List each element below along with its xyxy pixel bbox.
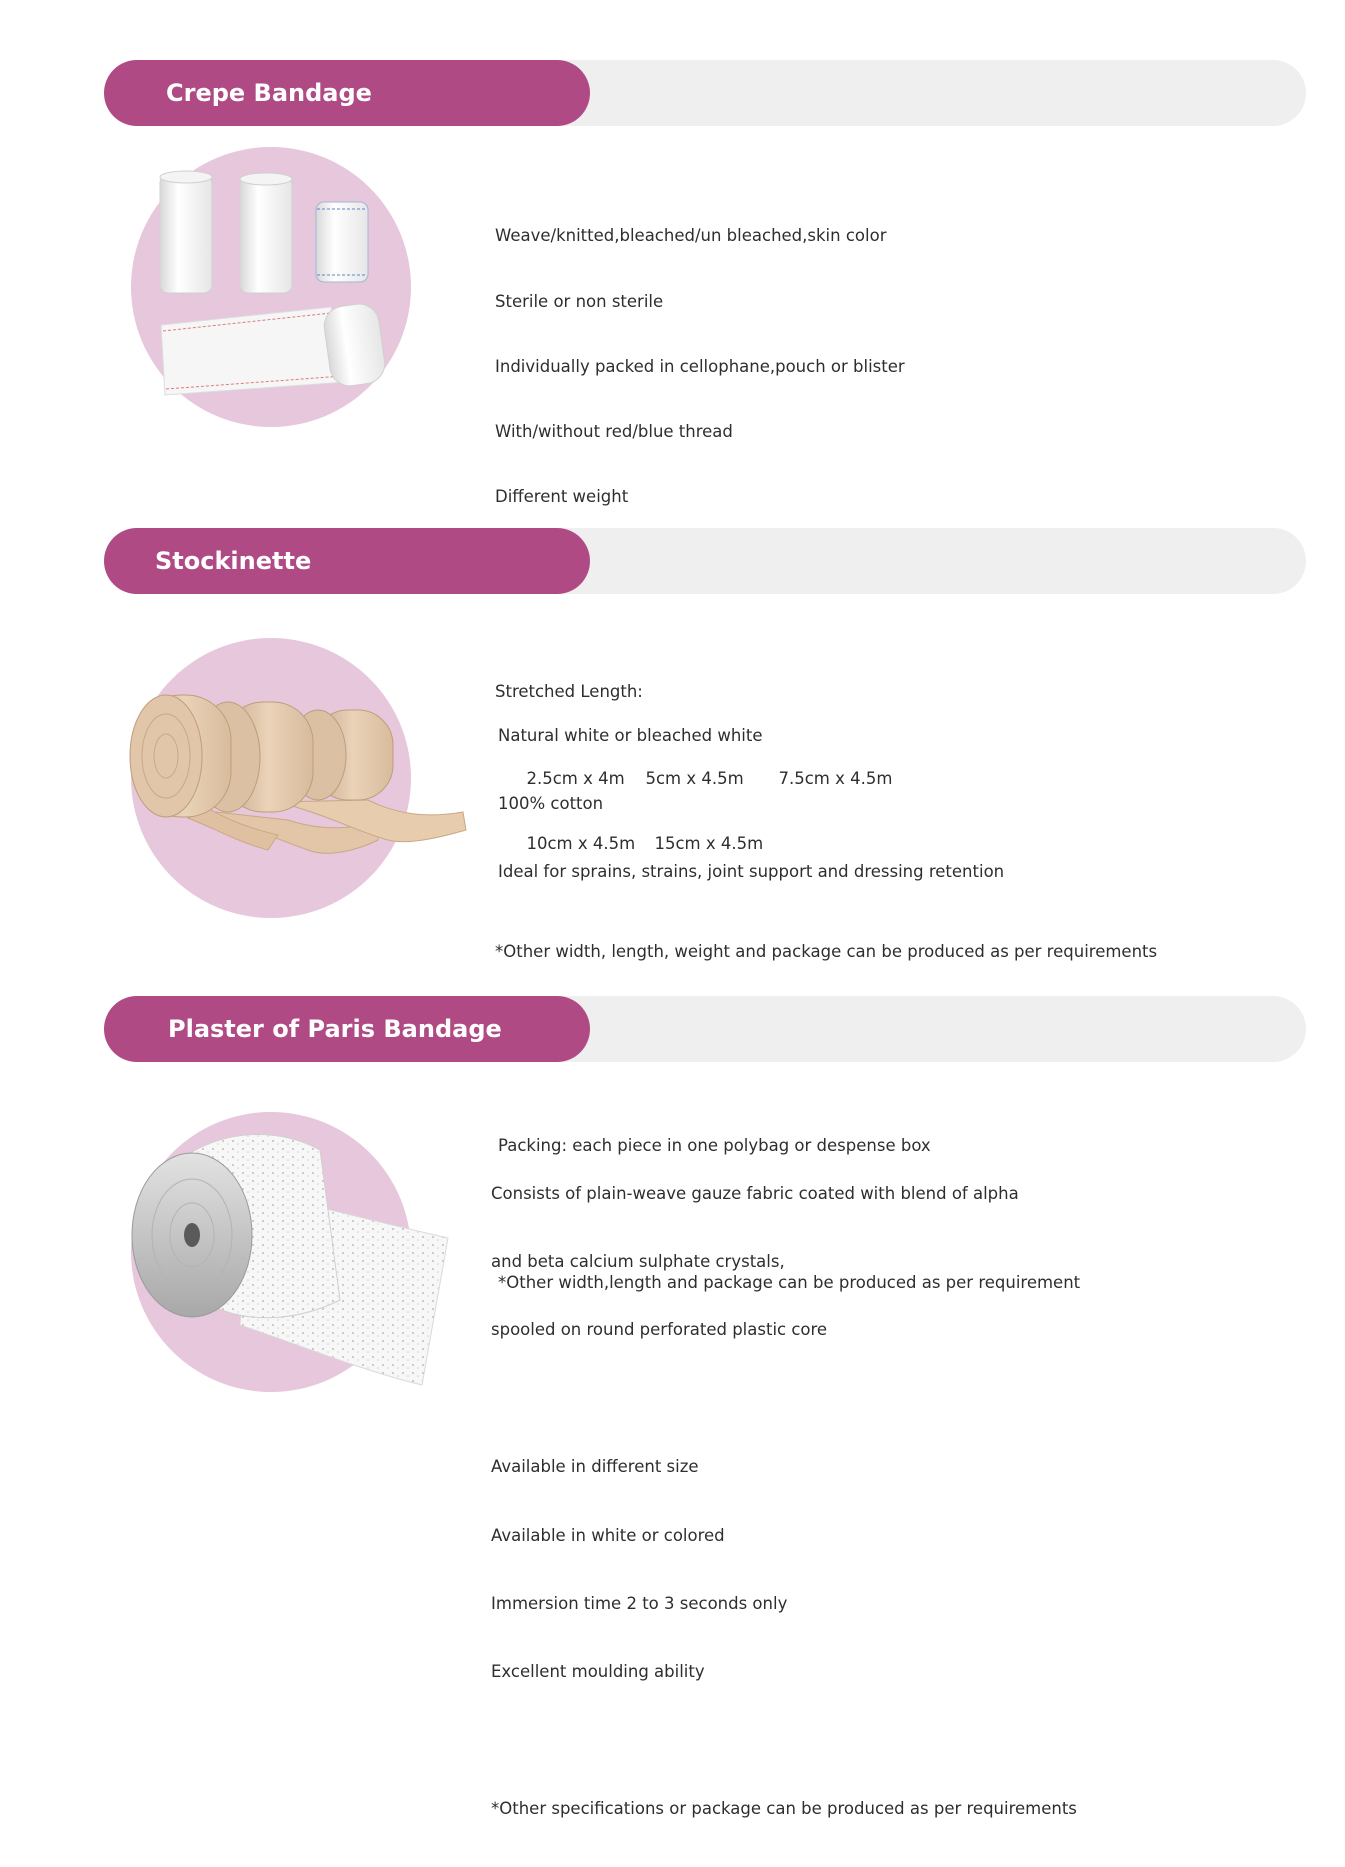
feature-line: Natural white or bleached white: [498, 725, 763, 745]
stockinette-rolls-icon: [128, 690, 468, 870]
feature-line: Available in white or colored: [491, 1525, 725, 1545]
size-item: 5cm x 4.5m: [645, 768, 744, 788]
plaster-bandage-roll-icon: [130, 1130, 455, 1390]
feature-line: 100% cotton: [498, 793, 604, 813]
size-item: 7.5cm x 4.5m: [778, 768, 893, 788]
feature-line: Different weight: [495, 486, 629, 506]
section-banner: [104, 60, 590, 126]
section-banner: [104, 528, 590, 594]
size-item: 2.5cm x 4m: [526, 768, 625, 788]
feature-line: Immersion time 2 to 3 seconds only: [491, 1593, 788, 1613]
custom-note: *Other width,length and package can be produced as per requirement: [498, 1272, 1081, 1292]
feature-line: Weave/knitted,bleached/un bleached,skin color: [495, 226, 887, 246]
feature-line: Ideal for sprains, strains, joint support and dressing retention: [498, 862, 1005, 882]
sizes-label: Stretched Length:: [495, 682, 643, 702]
custom-note: *Other width, length, weight and package can be produced as per requirements: [495, 942, 1158, 962]
crepe-bandage-rolls-icon: [131, 147, 411, 427]
size-item: 10cm x 4.5m: [526, 833, 636, 853]
size-item: 15cm x 4.5m: [654, 833, 764, 853]
section-title: Stockinette: [155, 547, 312, 575]
feature-line: With/without red/blue thread: [495, 421, 733, 441]
custom-note: *Other specifications or package can be produced as per requirements: [491, 1799, 1077, 1819]
feature-line: Individually packed in cellophane,pouch or blister: [495, 356, 905, 376]
feature-line: Available in different size: [491, 1457, 699, 1477]
section-title: Plaster of Paris Bandage: [168, 1015, 502, 1043]
section-title: Crepe Bandage: [166, 79, 372, 107]
product-description: [491, 1137, 1077, 1867]
section-banner: [104, 996, 590, 1062]
feature-line: Sterile or non sterile: [495, 291, 664, 311]
feature-line: Consists of plain-weave gauze fabric coated with blend of alpha: [491, 1183, 1019, 1203]
feature-line: and beta calcium sulphate crystals,: [491, 1251, 785, 1271]
packing-line: Packing: each piece in one polybag or despense box: [498, 1135, 931, 1155]
feature-line: Excellent moulding ability: [491, 1662, 705, 1682]
feature-line: spooled on round perforated plastic core: [491, 1320, 828, 1340]
